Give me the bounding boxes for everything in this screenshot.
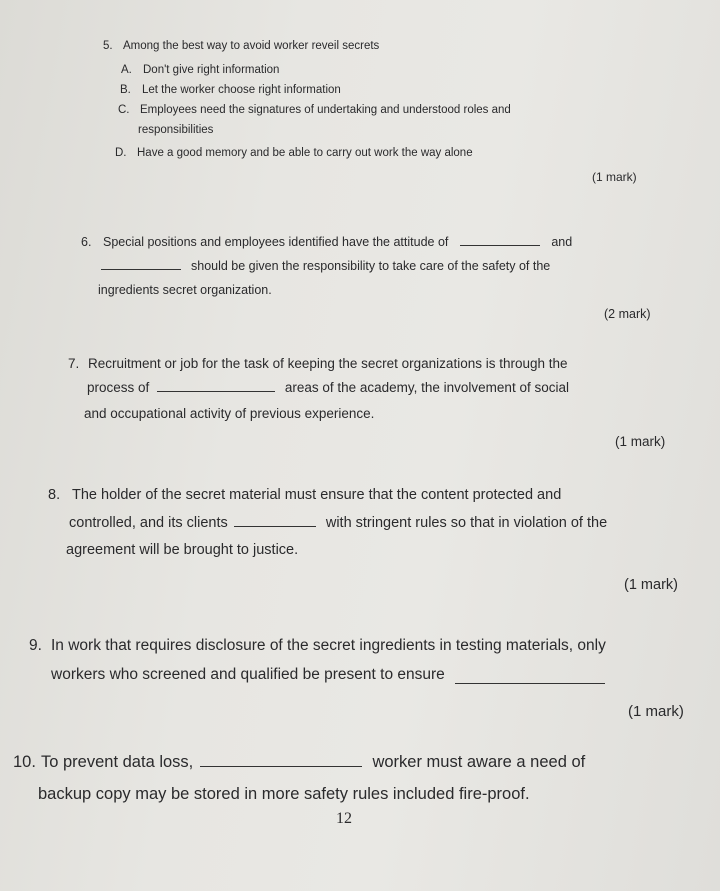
q7-line-3: and occupational activity of previous experience. bbox=[84, 406, 375, 421]
q7-line-1: 7. Recruitment or job for the task of keeping the secret organizations is through the bbox=[68, 356, 568, 371]
q10-line-1: 10. To prevent data loss, worker must aware a need of bbox=[13, 753, 586, 771]
q5-mark: (1 mark) bbox=[592, 170, 637, 184]
q5-option-a: A. Don't give right information bbox=[121, 64, 280, 76]
q9-line-2: workers who screened and qualified be present to ensure bbox=[51, 666, 605, 684]
page-number: 12 bbox=[336, 810, 352, 827]
q8-mark: (1 mark) bbox=[624, 577, 678, 593]
q9-line-1: 9. In work that requires disclosure of the secret ingredients in testing materials, only bbox=[29, 637, 606, 654]
q10-line-2: backup copy may be stored in more safety rules included fire-proof. bbox=[38, 785, 530, 803]
q5-text: Among the best way to avoid worker reveil secrets bbox=[123, 40, 380, 52]
q8-line-3: agreement will be brought to justice. bbox=[66, 542, 299, 558]
q9-blank[interactable] bbox=[455, 682, 605, 684]
q6-blank-2[interactable] bbox=[101, 268, 181, 270]
q6-mark: (2 mark) bbox=[604, 307, 651, 321]
q5-stem bbox=[103, 40, 379, 52]
q8-blank[interactable] bbox=[234, 525, 316, 527]
q9-number: 9. bbox=[29, 637, 42, 654]
q10-number: 10. bbox=[13, 753, 36, 771]
q6-line-1: 6. Special positions and employees identified have the attitude of and bbox=[81, 235, 573, 249]
q8-line-1: 8. The holder of the secret material must ensure that the content protected and bbox=[48, 487, 562, 503]
q10-blank[interactable] bbox=[200, 765, 362, 767]
q8-line-2: controlled, and its clients with stringent rules so that in violation of the bbox=[69, 515, 608, 531]
q6-number: 6. bbox=[81, 235, 92, 249]
q5-number: 5. bbox=[103, 40, 113, 52]
q5-option-c: C. Employees need the signatures of undertaking and understood roles and bbox=[118, 104, 511, 116]
q7-mark: (1 mark) bbox=[615, 434, 666, 449]
q6-line-3: ingredients secret organization. bbox=[98, 283, 272, 297]
q6-line-2: should be given the responsibility to take care of the safety of the bbox=[101, 259, 550, 273]
q7-number: 7. bbox=[68, 356, 80, 371]
q5-option-c-continued: responsibilities bbox=[138, 124, 214, 136]
q6-blank-1[interactable] bbox=[460, 244, 540, 246]
q8-number: 8. bbox=[48, 487, 61, 503]
q9-mark: (1 mark) bbox=[628, 703, 684, 720]
q5-option-b: B. Let the worker choose right information bbox=[120, 84, 341, 96]
q7-blank[interactable] bbox=[157, 390, 275, 392]
q5-option-d: D. Have a good memory and be able to carry out work the way alone bbox=[115, 147, 473, 159]
q7-line-2: process of areas of the academy, the involvement of social bbox=[87, 380, 569, 395]
